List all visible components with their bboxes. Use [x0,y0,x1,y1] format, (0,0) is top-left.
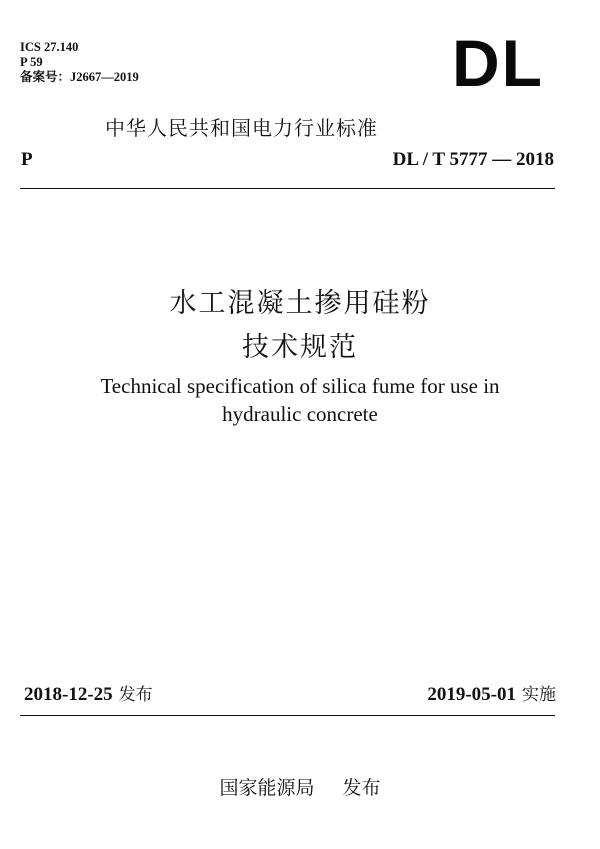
top-divider [20,188,555,189]
standard-number: DL / T 5777 — 2018 [392,149,554,170]
title-cn-line2: 技术规范 [242,332,358,363]
title-en-line1: Technical specification of silica fume for use in [100,374,500,398]
standard-title: 中华人民共和国电力行业标准 [105,116,378,140]
filing-number: 备案号：J2667—2019 [20,70,139,84]
issue-date-block [24,680,153,706]
dl-logo: DL [452,26,544,100]
issue-date: 2018-12-25 [24,684,113,705]
issue-label: 发布 [118,685,153,705]
title-cn-line1: 水工混凝土掺用硅粉 [169,288,431,319]
title-en-line2: hydraulic concrete [222,402,378,426]
publisher [0,773,600,800]
implement-date: 2019-05-01 [427,684,516,705]
classification-code: P 59 [20,55,43,69]
bottom-divider [20,715,555,716]
category-letter: P [21,149,33,170]
publisher-label: 发布 [342,777,381,799]
implement-date-block [360,680,556,706]
implement-label: 实施 [522,685,556,705]
ics-code: ICS 27.140 [20,40,79,54]
header-codes [20,40,139,85]
publisher-org: 国家能源局 [219,777,315,799]
